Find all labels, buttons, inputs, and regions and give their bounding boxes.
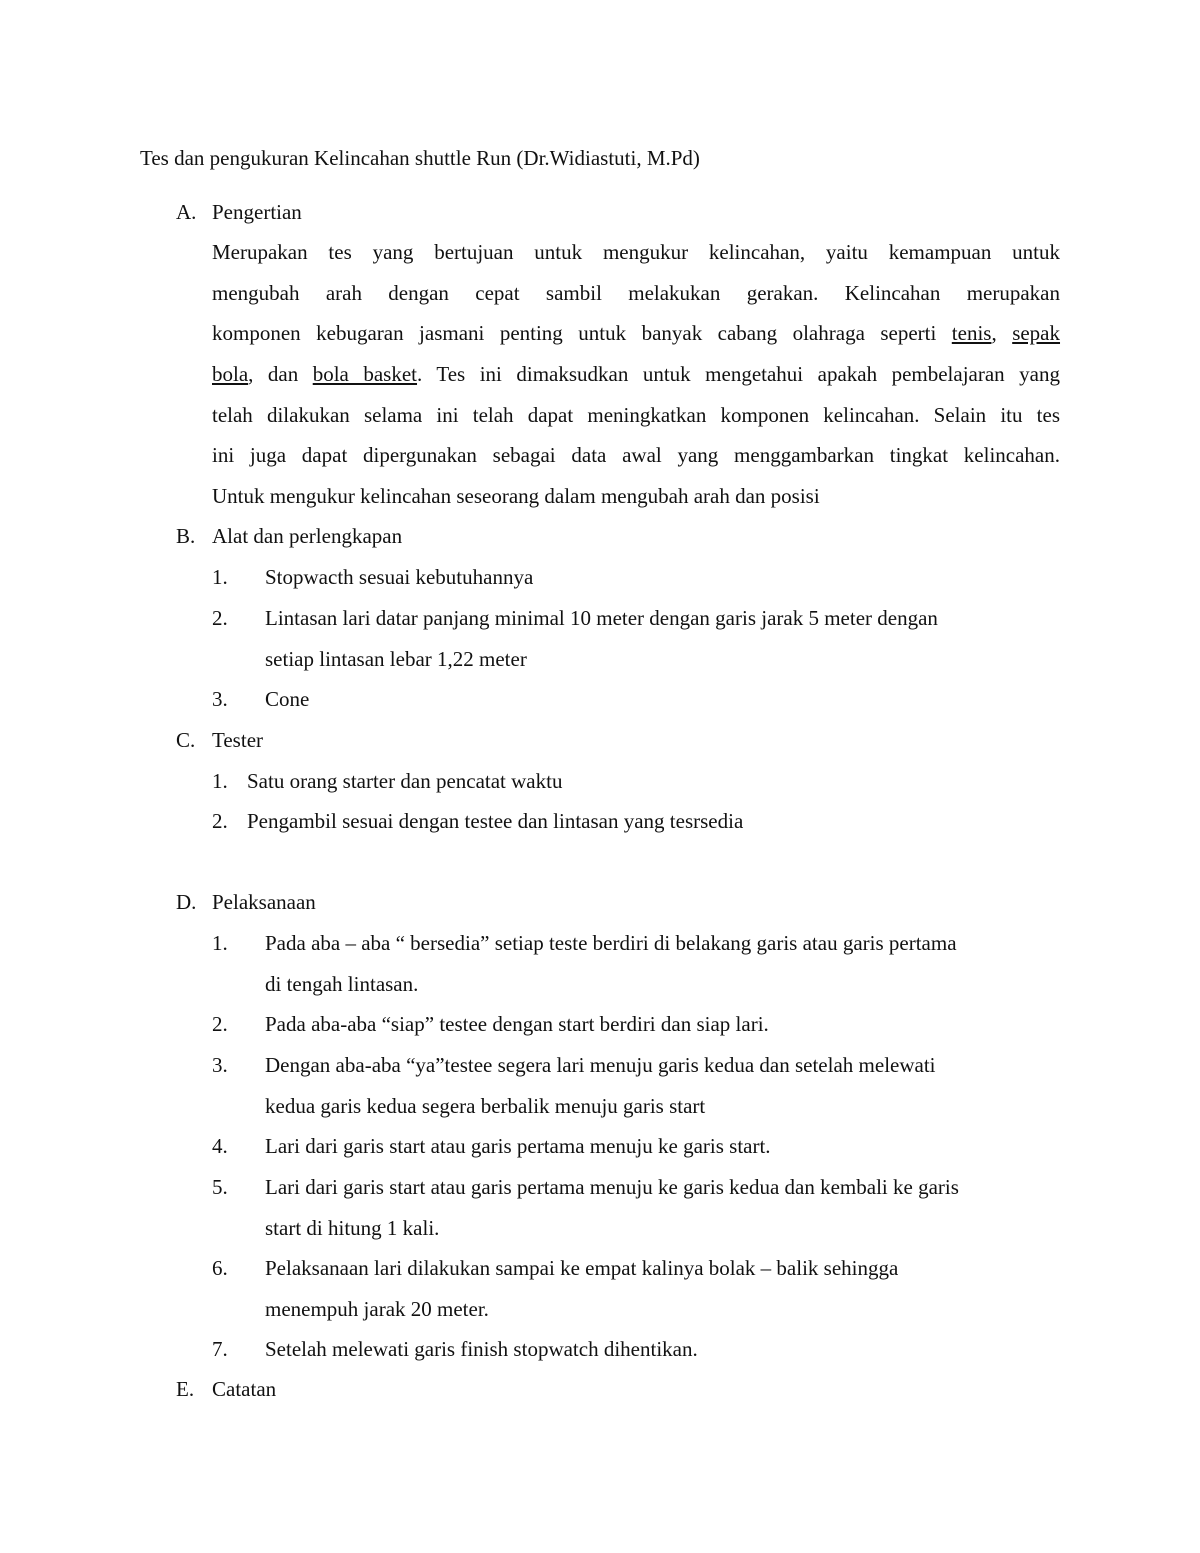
item-text: Stopwacth sesuai kebutuhannya xyxy=(265,565,534,589)
item-text-continued: di tengah lintasan. xyxy=(265,971,419,996)
item-text: Lintasan lari datar panjang minimal 10 meter dengan garis jarak 5 meter dengan xyxy=(265,606,938,630)
paragraph-text: komponen kebugaran jasmani penting untuk banyak cabang olahraga seperti xyxy=(212,321,952,346)
item-text: Pada aba-aba “siap” testee dengan start berdiri dan siap lari. xyxy=(265,1012,769,1036)
document-title: Tes dan pengukuran Kelincahan shuttle Run (Dr.Widiastuti, M.Pd) xyxy=(140,146,700,170)
item-text-continued: start di hitung 1 kali. xyxy=(265,1215,440,1240)
paragraph-text: . Tes ini dimaksudkan untuk mengetahui apakah pembelajaran yang xyxy=(417,362,1060,387)
paragraph-line: Merupakan tes yang bertujuan untuk mengukur kelincahan, yaitu kemampuan untuk xyxy=(212,240,1060,264)
link-tenis[interactable]: tenis xyxy=(951,321,992,346)
item-text: Cone xyxy=(265,687,310,711)
paragraph-line: ini juga dapat dipergunakan sebagai data awal yang menggambarkan tingkat kelincahan. xyxy=(212,443,1060,468)
paragraph-text: , dan xyxy=(248,362,313,387)
item-number: 3. xyxy=(212,687,228,711)
section-a-heading xyxy=(0,198,1200,228)
section-d-heading xyxy=(0,888,1200,918)
item-number: 2. xyxy=(212,809,228,833)
section-e-heading xyxy=(0,1375,1200,1405)
link-sepak-bola[interactable]: sepak xyxy=(1012,321,1061,346)
paragraph-line: telah dilakukan selama ini telah dapat meningkatkan komponen kelincahan. Selain itu tes xyxy=(212,402,1060,427)
item-number: 3. xyxy=(212,1053,228,1077)
item-text: Dengan aba-aba “ya”testee segera lari menuju garis kedua dan setelah melewati xyxy=(265,1053,936,1077)
link-sepak-bola[interactable]: bola xyxy=(212,362,249,387)
paragraph-text: , xyxy=(991,321,1013,346)
item-text: Setelah melewati garis finish stopwatch dihentikan. xyxy=(265,1337,698,1361)
section-label: Alat dan perlengkapan xyxy=(212,524,403,548)
item-number: 2. xyxy=(212,1012,228,1036)
section-c-heading xyxy=(0,726,1200,756)
item-number: 5. xyxy=(212,1175,228,1199)
section-b-heading xyxy=(0,522,1200,552)
item-text: Pada aba – aba “ bersedia” setiap teste berdiri di belakang garis atau garis pertama xyxy=(265,931,957,955)
item-text-continued: menempuh jarak 20 meter. xyxy=(265,1296,489,1321)
paragraph-line: mengubah arah dengan cepat sambil melakukan gerakan. Kelincahan merupakan xyxy=(212,280,1060,305)
paragraph-line: Untuk mengukur kelincahan seseorang dalam mengubah arah dan posisi xyxy=(212,484,820,509)
item-number: 1. xyxy=(212,565,228,589)
section-letter: B. xyxy=(176,524,196,548)
section-label: Pelaksanaan xyxy=(212,890,316,914)
section-label: Pengertian xyxy=(212,200,302,224)
item-text: Pengambil sesuai dengan testee dan lintasan yang tesrsedia xyxy=(247,809,744,833)
item-text-continued: setiap lintasan lebar 1,22 meter xyxy=(265,646,527,671)
section-label: Tester xyxy=(212,728,264,752)
section-letter: C. xyxy=(176,728,196,752)
item-text: Pelaksanaan lari dilakukan sampai ke empat kalinya bolak – balik sehingga xyxy=(265,1256,899,1280)
section-letter: D. xyxy=(176,890,197,914)
section-letter: A. xyxy=(176,200,197,224)
paragraph-line xyxy=(212,360,1060,401)
definition-paragraph xyxy=(212,238,1060,523)
section-label: Catatan xyxy=(212,1377,277,1401)
item-number: 7. xyxy=(212,1337,228,1361)
section-letter: E. xyxy=(176,1377,195,1401)
item-text: Lari dari garis start atau garis pertama menuju ke garis start. xyxy=(265,1134,771,1158)
item-number: 2. xyxy=(212,606,228,630)
item-number: 6. xyxy=(212,1256,228,1280)
item-number: 4. xyxy=(212,1134,228,1158)
item-number: 1. xyxy=(212,769,228,793)
paragraph-line xyxy=(212,319,1060,360)
item-number: 1. xyxy=(212,931,228,955)
link-bola-basket[interactable]: bola basket xyxy=(312,362,418,387)
item-text: Satu orang starter dan pencatat waktu xyxy=(247,769,563,793)
item-text-continued: kedua garis kedua segera berbalik menuju garis start xyxy=(265,1093,706,1118)
item-text: Lari dari garis start atau garis pertama menuju ke garis kedua dan kembali ke garis xyxy=(265,1175,959,1199)
